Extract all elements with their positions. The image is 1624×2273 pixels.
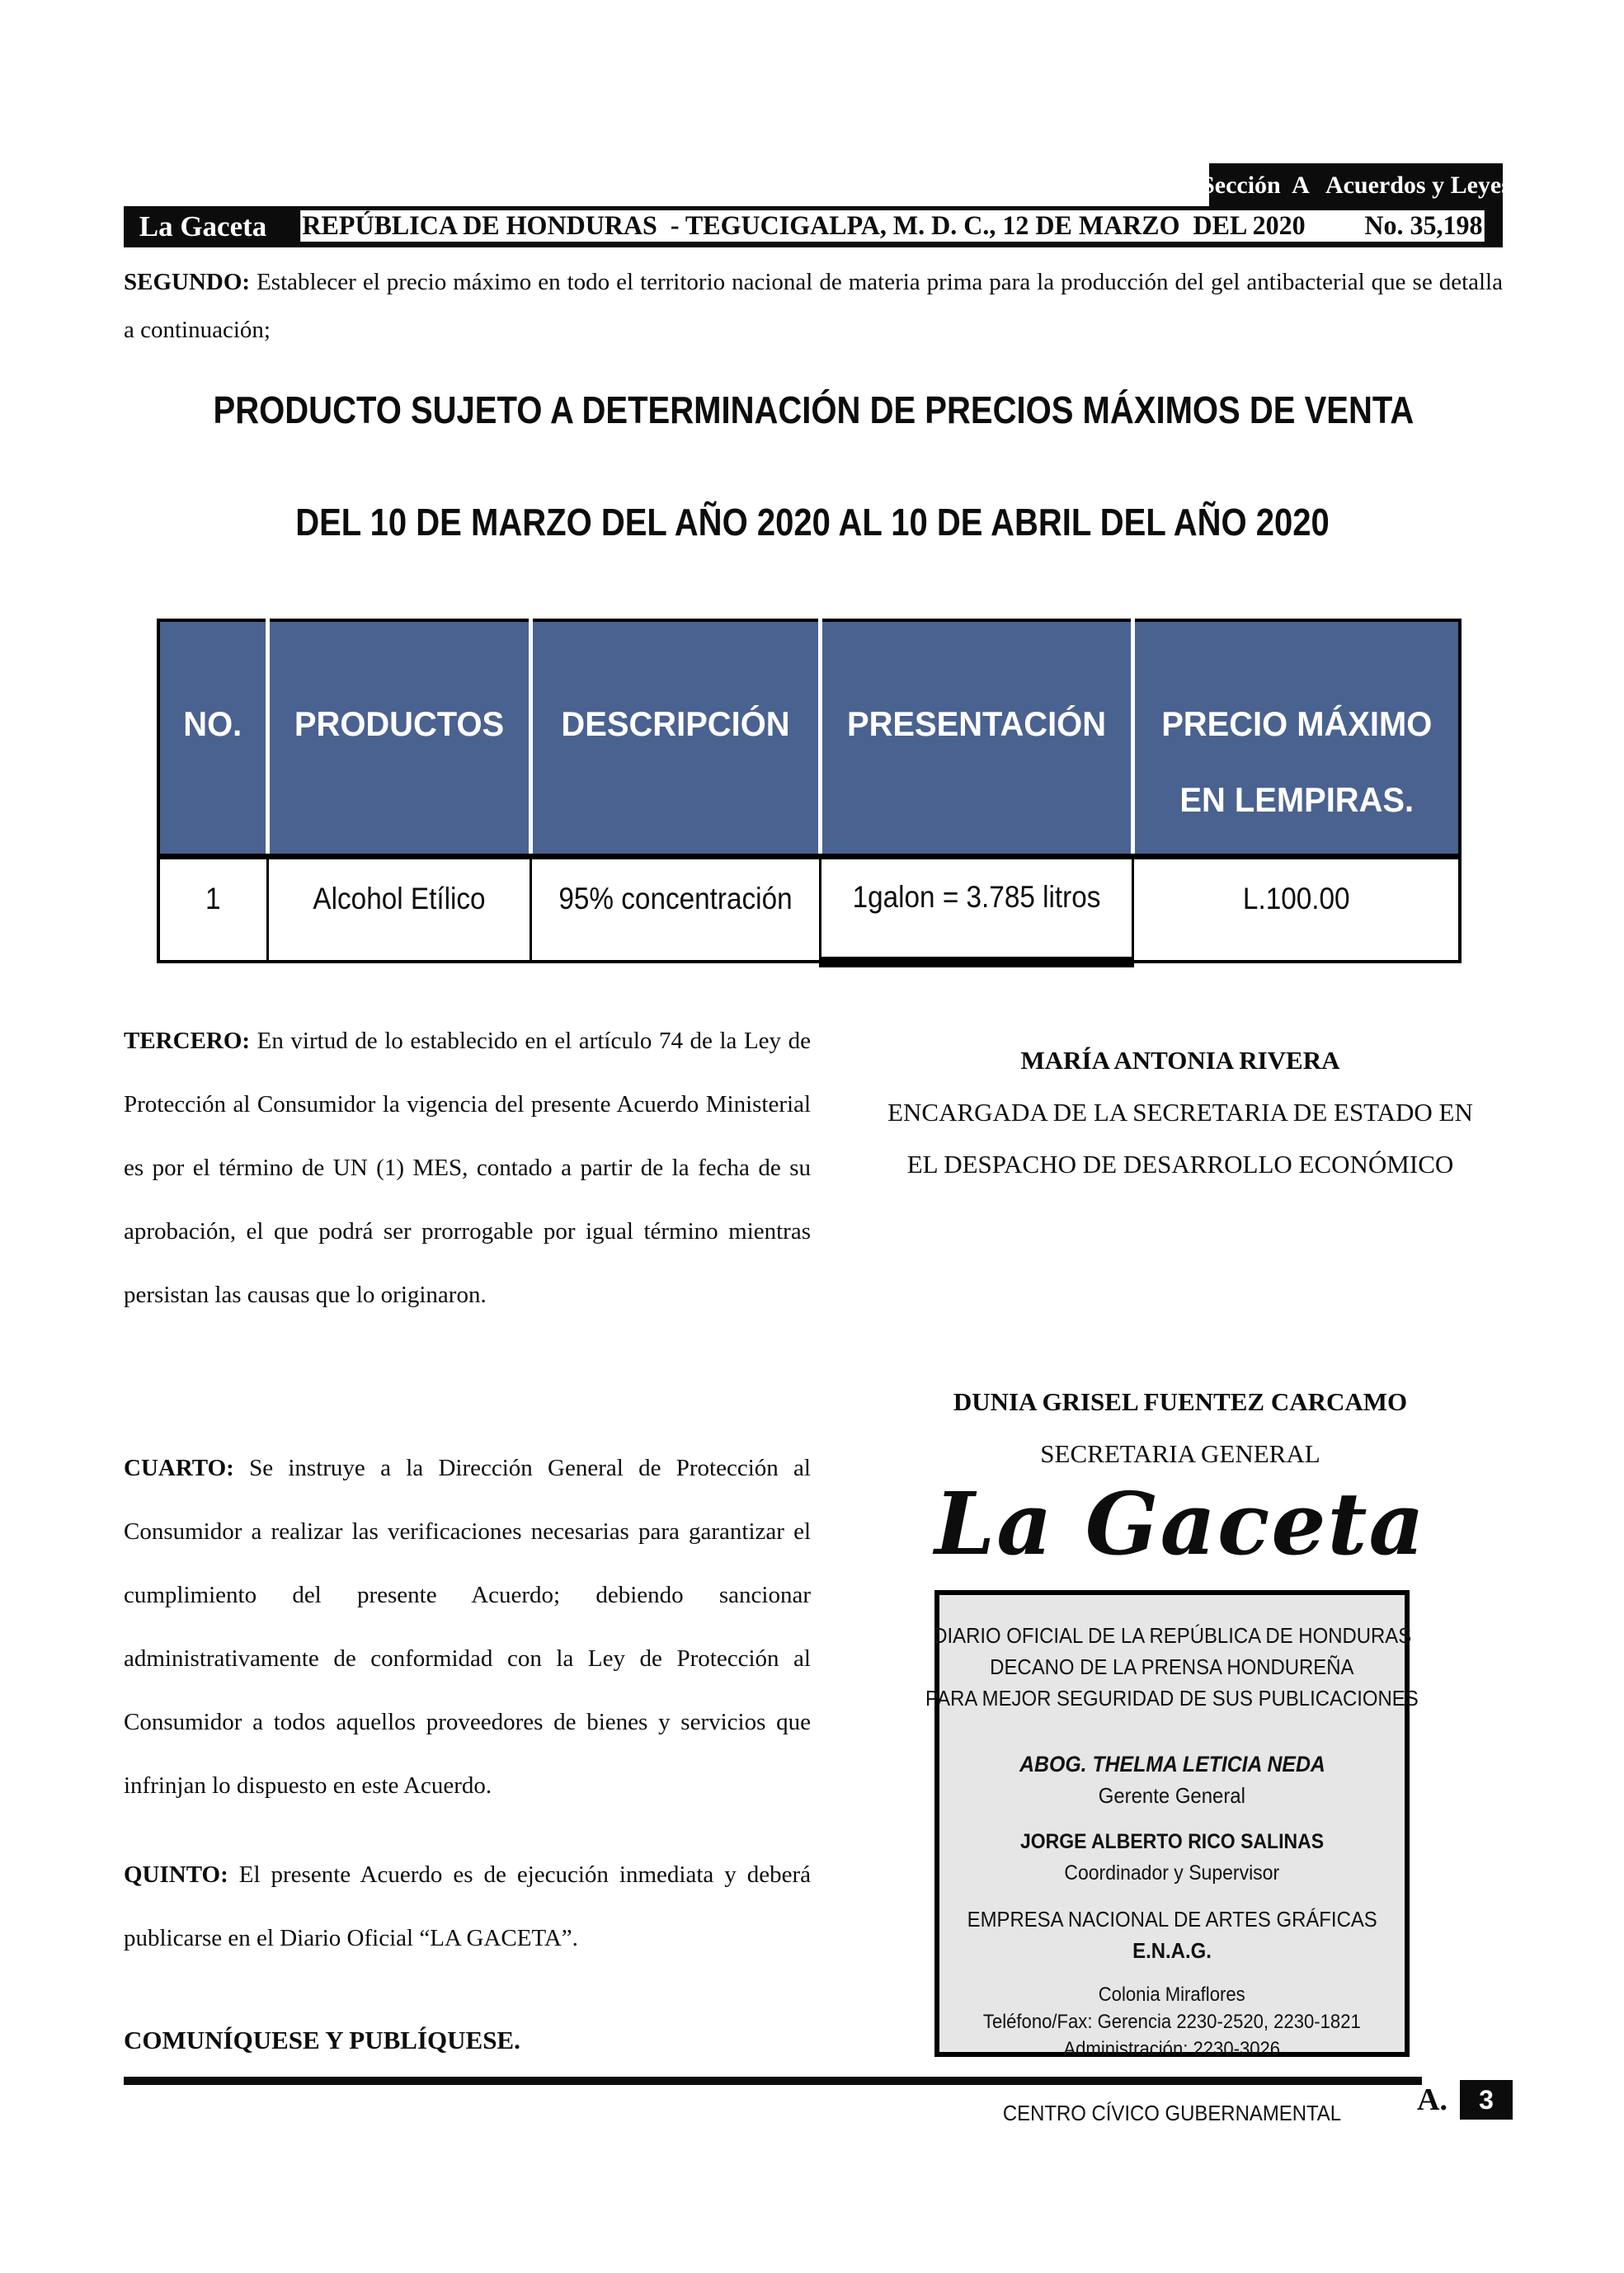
signatory-1-name: MARÍA ANTONIA RIVERA [1020, 1046, 1340, 1075]
cell-precio: L.100.00 [1132, 856, 1460, 962]
price-table-data-row [158, 856, 1460, 962]
paragraph-tercero-label: TERCERO: [124, 1028, 251, 1054]
cell-no: 1 [158, 856, 267, 962]
footer-page-number: 3 [1479, 2084, 1494, 2115]
masthead [124, 206, 282, 247]
paragraph-segundo [124, 258, 1503, 354]
manager-name: ABOG. THELMA LETICIA NEDA [1019, 1752, 1325, 1777]
signatory-2-title: SECRETARIA GENERAL [1040, 1439, 1320, 1468]
price-table [157, 619, 1462, 967]
section-banner [1201, 163, 1511, 208]
paragraph-segundo-text: Establecer el precio máximo en todo el territorio nacional de materia prima para la producción del gel antibacterial que se detalla a continuación; [124, 269, 1503, 343]
section-banner-label: Sección A Acuerdos y Leyes [1201, 172, 1511, 199]
signatory-2-name: DUNIA GRISEL FUENTEZ CARCAMO [953, 1387, 1408, 1416]
masthead-label: La Gaceta [139, 210, 267, 242]
manager-title: Gerente General [1098, 1783, 1246, 1808]
footer-section-letter: A. [1417, 2082, 1447, 2117]
company-phone2: Administración: 2230-3026 [1063, 2038, 1281, 2060]
paragraph-quinto-text: El presente Acuerdo es de ejecución inmediata y deberá publicarse en el Diario Oficial “LA GACETA”. [124, 1861, 811, 1951]
coordinator-title: Coordinador y Supervisor [1064, 1861, 1280, 1885]
signatory-1-title-line1: ENCARGADA DE LA SECRETARIA DE ESTADO EN [887, 1098, 1473, 1127]
column-header-descripcion: DESCRIPCIÓN [530, 620, 820, 856]
header-strip [300, 210, 1485, 242]
footer-rule [124, 2077, 1422, 2085]
republic-line: REPÚBLICA DE HONDURAS - TEGUCIGALPA, M. D. C., 12 DE MARZO DEL 2020 [302, 210, 1306, 241]
info-box-line2: DECANO DE LA PRENSA HONDUREÑA [990, 1654, 1354, 1679]
signatory-1 [858, 1034, 1503, 1190]
price-table-header-row [158, 620, 1460, 856]
table-title-line2: DEL 10 DE MARZO DEL AÑO 2020 AL 10 DE ABRIL DEL AÑO 2020 [295, 501, 1330, 544]
issue-number: No. 35,198 [1364, 210, 1483, 241]
paragraph-quinto-label: QUINTO: [124, 1861, 228, 1888]
table-title-line1: PRODUCTO SUJETO A DETERMINACIÓN DE PRECIOS MÁXIMOS DE VENTA [213, 388, 1415, 431]
info-box-line3: PARA MEJOR SEGURIDAD DE SUS PUBLICACIONES [925, 1686, 1419, 1711]
coordinator-name: JORGE ALBERTO RICO SALINAS [1019, 1830, 1325, 1853]
signatory-1-title-line2: EL DESPACHO DE DESARROLLO ECONÓMICO [906, 1150, 1454, 1179]
closing-statement: COMUNÍQUESE Y PUBLÍQUESE. [124, 2026, 520, 2054]
footer-page-box [1460, 2080, 1513, 2120]
company-abbr: E.N.A.G. [1132, 1938, 1212, 1963]
cell-presentacion: 1galon = 3.785 litros [820, 856, 1132, 962]
header-bar [124, 206, 1503, 247]
info-box-line1: DIARIO OFICIAL DE LA REPÚBLICA DE HONDURAS [933, 1623, 1412, 1648]
company-name: EMPRESA NACIONAL DE ARTES GRÁFICAS [967, 1907, 1377, 1932]
cell-producto: Alcohol Etílico [267, 856, 530, 962]
enag-info-box [925, 1590, 1419, 2125]
paragraph-cuarto-label: CUARTO: [124, 1455, 234, 1481]
paragraph-cuarto [124, 1437, 811, 1818]
column-header-presentacion: PRESENTACIÓN [820, 620, 1132, 856]
paragraph-tercero-text: En virtud de lo establecido en el artículo 74 de la Ley de Protección al Consumidor la vigencia del presente Acuerdo Ministerial es por el término de UN (1) MES, contado a partir de la fecha de su aprobación, el que podrá ser prorrogable por igual término mientras persistan las causas que lo originaron. [124, 1028, 811, 1308]
signatory-2 [858, 1376, 1503, 1480]
paragraph-tercero [124, 1009, 811, 1327]
company-phone: Teléfono/Fax: Gerencia 2230-2520, 2230-1821 [983, 2011, 1361, 2033]
paragraph-cuarto-text: Se instruye a la Dirección General de Protección al Consumidor a realizar las verificaciones necesarias para garantizar el cumplimiento del presente Acuerdo; debiendo sancionar administrativamente de conformidad con la Ley de Protección al Consumidor a todos aquellos proveedores de bienes y servicios que infrinjan lo dispuesto en este Acuerdo. [124, 1455, 811, 1799]
column-header-precio-maximo: PRECIO MÁXIMO EN LEMPIRAS. [1132, 620, 1460, 856]
column-header-productos: PRODUCTOS [267, 620, 530, 856]
company-location: CENTRO CÍVICO GUBERNAMENTAL [1002, 2101, 1342, 2125]
column-header-no: NO. [158, 620, 267, 856]
paragraph-quinto [124, 1843, 811, 1970]
company-address: Colonia Miraflores [1099, 1984, 1245, 2006]
paragraph-segundo-label: SEGUNDO: [124, 269, 251, 295]
la-gaceta-logo: La Gaceta [934, 1473, 1426, 1574]
cell-descripcion: 95% concentración [530, 856, 820, 962]
